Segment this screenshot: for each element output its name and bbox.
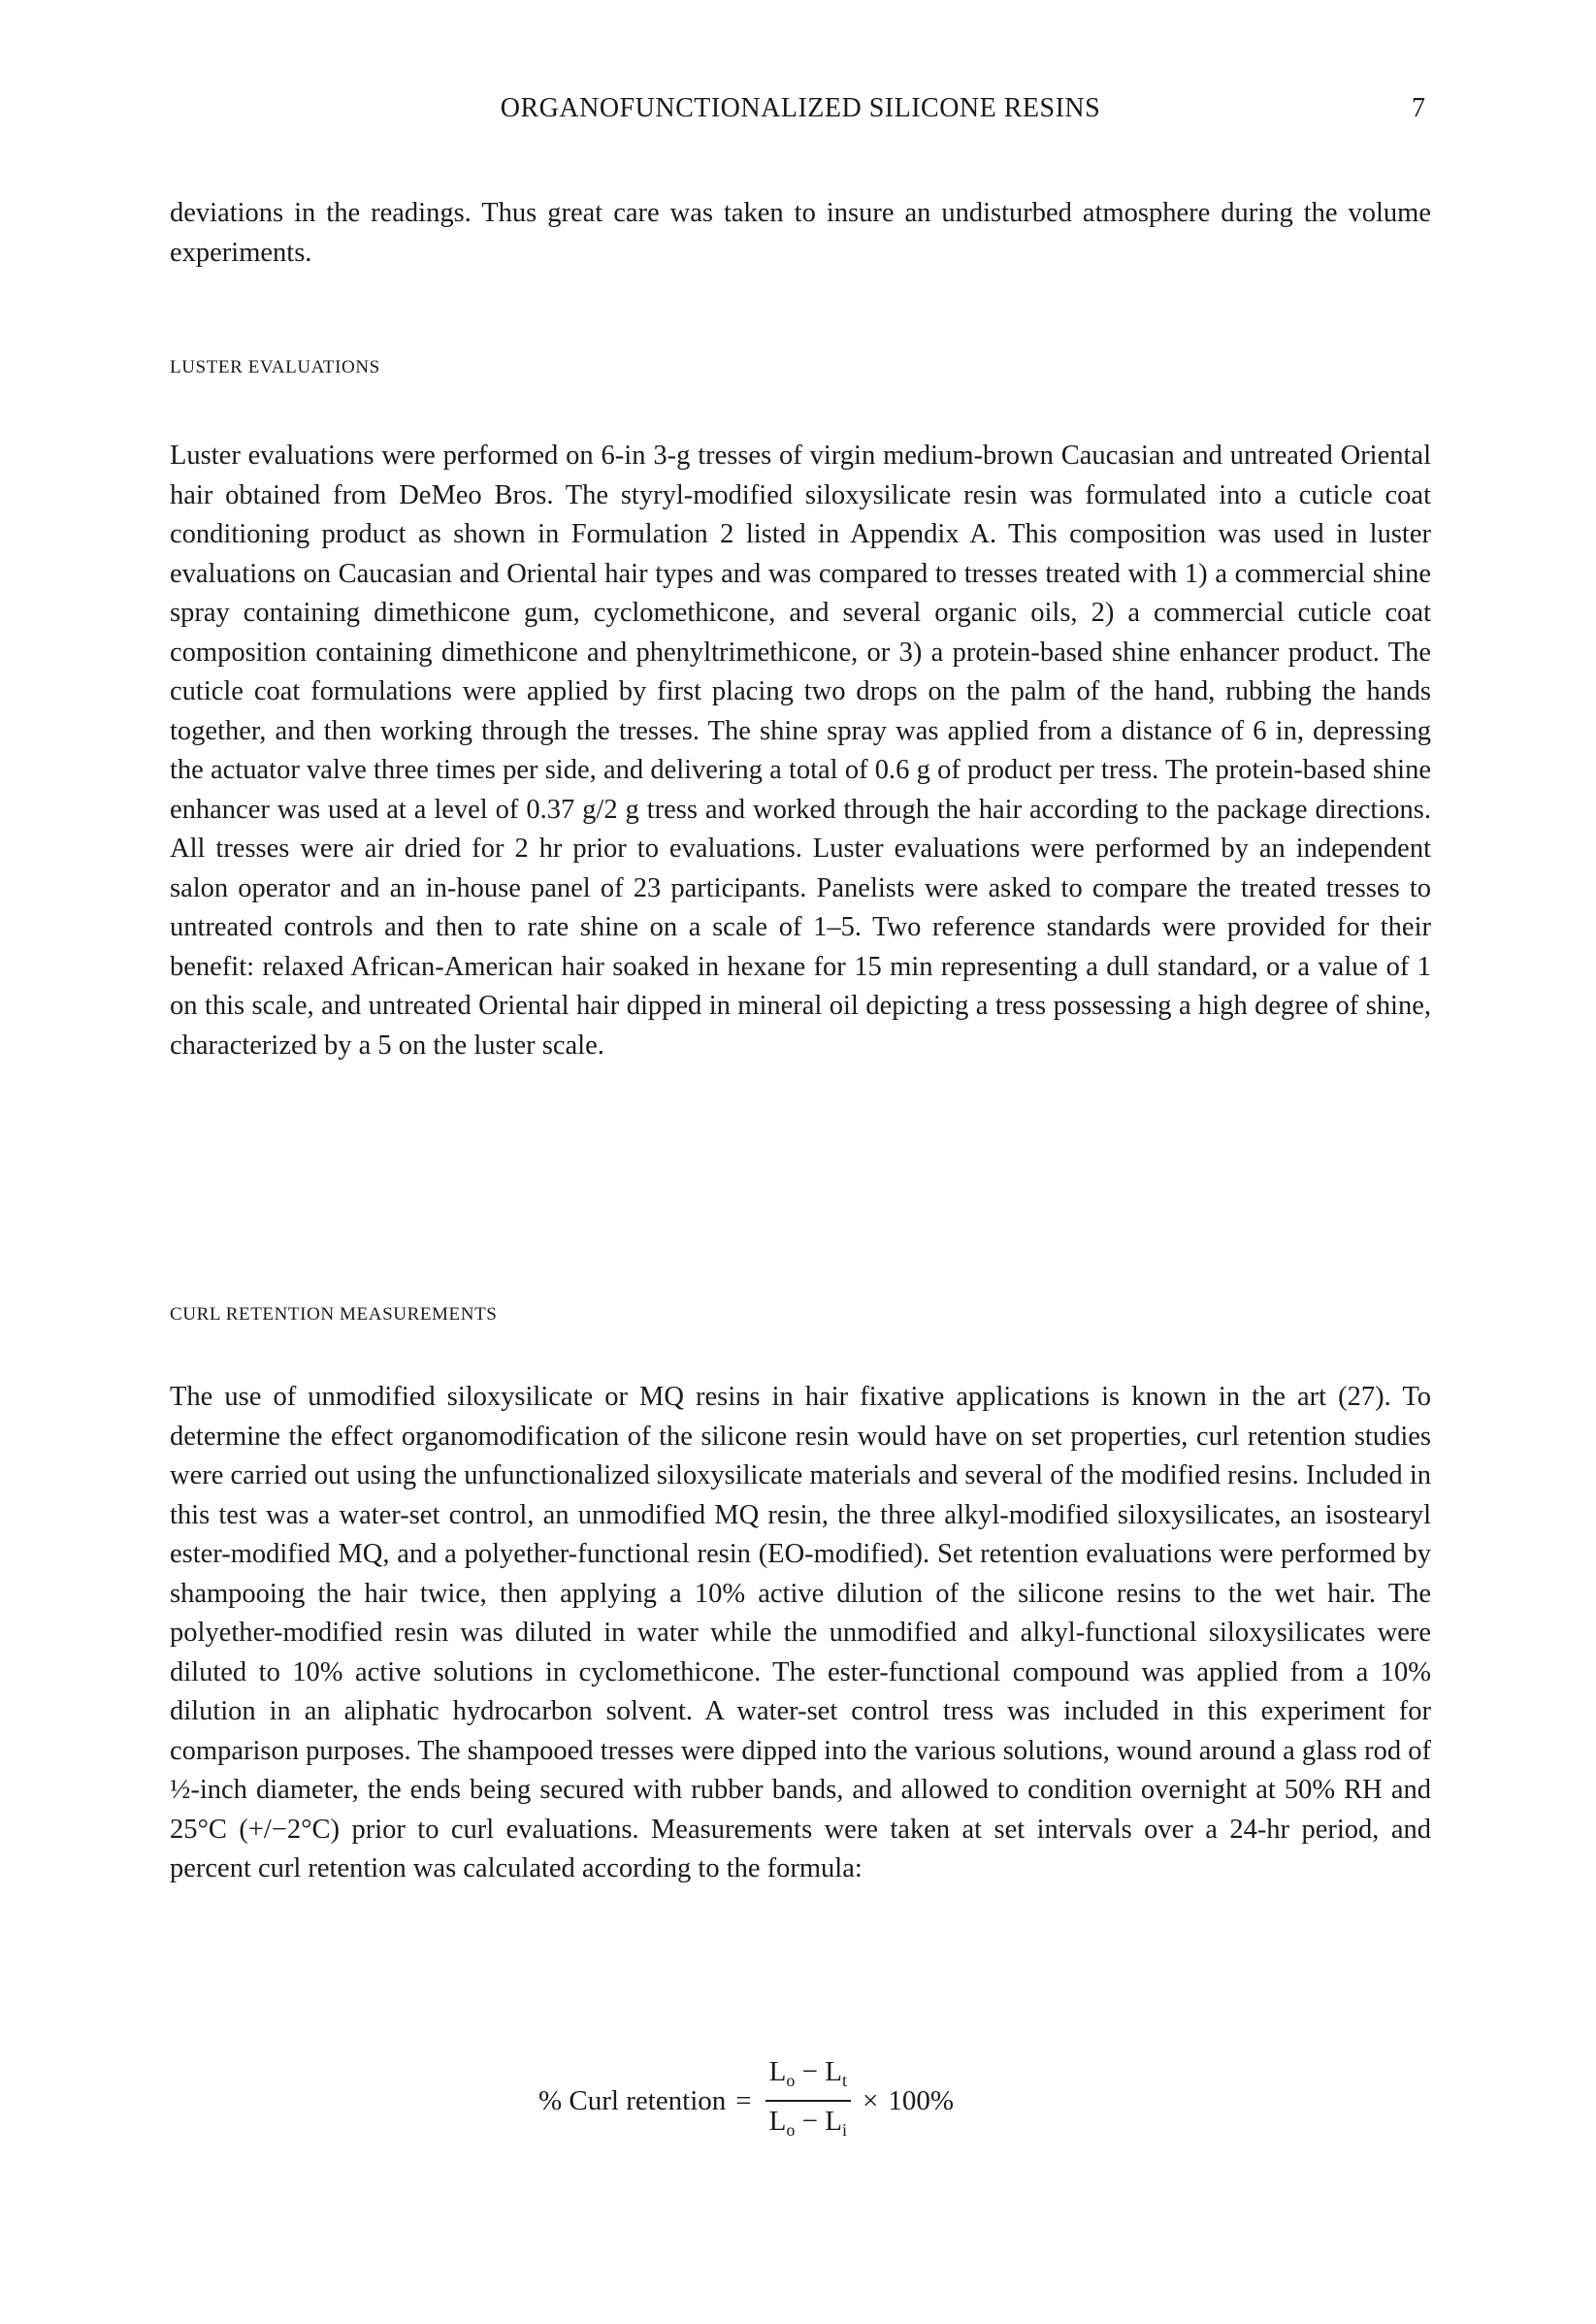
numerator-term-b-subscript: t — [841, 2071, 847, 2090]
numerator-term-a-subscript: o — [786, 2071, 796, 2090]
denominator-term-a: L — [768, 2106, 787, 2137]
numerator-term-b: L — [825, 2056, 842, 2087]
page-number: 7 — [1412, 93, 1425, 123]
formula-numerator — [765, 2054, 851, 2098]
denominator-term-b: L — [825, 2106, 842, 2137]
formula-fraction — [765, 2054, 851, 2147]
denominator-term-b-subscript: i — [841, 2120, 847, 2140]
denominator-term-a-subscript: o — [786, 2120, 796, 2140]
running-head — [170, 93, 1431, 132]
section-heading-curl-retention: CURL RETENTION MEASUREMENTS — [170, 1304, 498, 1325]
fraction-bar — [765, 2100, 851, 2102]
paragraph-luster-evaluations: Luster evaluations were performed on 6-in 3-g tresses of virgin medium-brown Caucasian and untreated Oriental hair obtained from DeMeo Bros. The styryl-modified siloxysilicate resin was formulated into a cuticle coat conditioning product as shown in Formulation 2 listed in Appendix A. This composition was used in luster evaluations on Caucasian and Oriental hair types and was compared to tresses treated with 1) a commercial shine spray containing dimethicone gum, cyclomethicone, and several organic oils, 2) a commercial cuticle coat composition containing dimethicone and phenyltrimethicone, or 3) a protein-based shine enhancer product. The cuticle coat formulations were applied by first placing two drops on the palm of the hand, rubbing the hands together, and then working through the tresses. The shine spray was applied from a distance of 6 in, depressing the actuator valve three times per side, and delivering a total of 0.6 g of product per tress. The protein-based shine enhancer was used at a level of 0.37 g/2 g tress and worked through the hair according to the package directions. All tresses were air dried for 2 hr prior to evaluations. Luster evaluations were performed by an independent salon operator and an in-house panel of 23 participants. Panelists were asked to compare the treated tresses to untreated controls and then to rate shine on a scale of 1–5. Two reference standards were provided for their benefit: relaxed African-American hair soaked in hexane for 15 min representing a dull standard, or a value of 1 on this scale, and untreated Oriental hair dipped in mineral oil depicting a tress possessing a high degree of shine, characterized by a 5 on the luster scale. — [170, 441, 1431, 1061]
paragraph-continuation: deviations in the readings. Thus great care was taken to insure an undisturbed atmosphere during the volume experiments. — [170, 198, 1431, 268]
formula-factor: 100% — [888, 2084, 954, 2116]
formula-lhs: % Curl retention — [538, 2084, 727, 2116]
denominator-operator: − — [801, 2106, 818, 2137]
formula-times: × — [862, 2084, 879, 2116]
running-title: ORGANOFUNCTIONALIZED SILICONE RESINS — [500, 93, 1101, 123]
formula-denominator — [765, 2104, 851, 2147]
section-heading-luster-evaluations: LUSTER EVALUATIONS — [170, 357, 380, 377]
paragraph-curl-retention: The use of unmodified siloxysilicate or MQ resins in hair fixative applications is known in the art (27). To determine the effect organomodification of the silicone resin would have on set properties, curl retention studies were carried out using the unfunctionalized siloxysilicate materials and several of the modified resins. Included in this test was a water-set control, an unmodified MQ resin, the three alkyl-modified siloxysilicates, an isostearyl ester-modified MQ, and a polyether-functional resin (EO-modified). Set retention evaluations were performed by shampooing the hair twice, then applying a 10% active dilution of the silicone resins to the wet hair. The polyether-modified resin was diluted in water while the unmodified and alkyl-functional siloxysilicates were diluted to 10% active solutions in cyclomethicone. The ester-functional compound was applied from a 10% dilution in an aliphatic hydrocarbon solvent. A water-set control tress was included in this experiment for comparison purposes. The shampooed tresses were dipped into the various solutions, wound around a glass rod of ½-inch diameter, the ends being secured with rubber bands, and allowed to condition overnight at 50% RH and 25°C (+/−2°C) prior to curl evaluations. Measurements were taken at set intervals over a 24-hr period, and percent curl retention was calculated according to the formula: — [170, 1382, 1431, 1883]
numerator-operator: − — [801, 2056, 818, 2087]
formula-equals: = — [735, 2084, 752, 2116]
curl-retention-formula — [538, 2047, 954, 2154]
numerator-term-a: L — [768, 2056, 787, 2087]
